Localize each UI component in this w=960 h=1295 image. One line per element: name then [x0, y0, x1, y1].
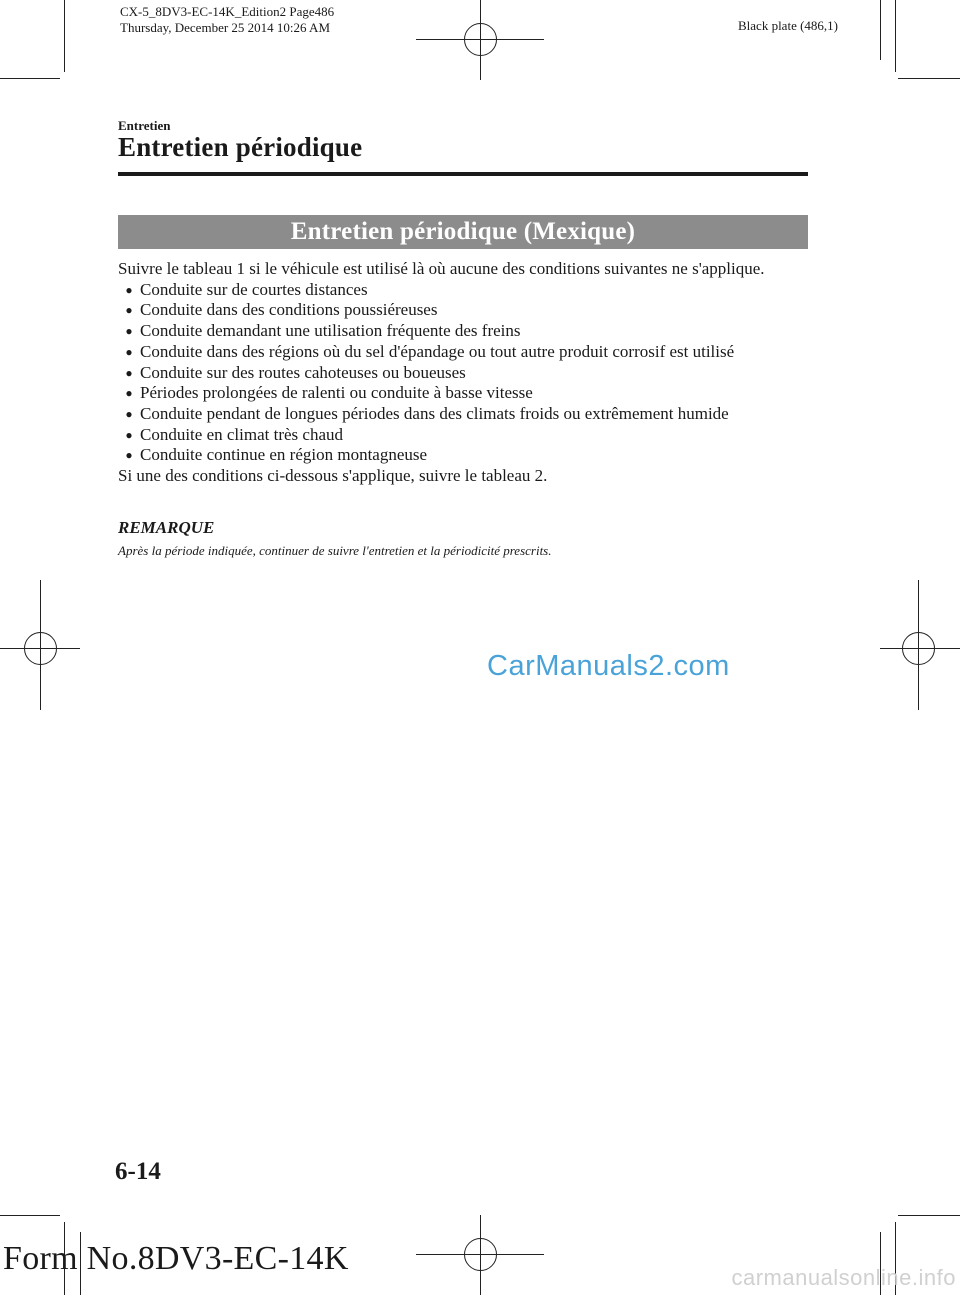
- list-item: [118, 404, 818, 425]
- list-item: [118, 321, 818, 342]
- list-item: [118, 363, 818, 384]
- list-item-text: Conduite continue en région montagneuse: [140, 445, 428, 465]
- list-item-text: Conduite demandant une utilisation fréquente des freins: [140, 321, 521, 341]
- section-label: Entretien: [118, 118, 171, 133]
- list-item-text: Conduite sur des routes cahoteuses ou boueuses: [140, 362, 466, 382]
- bullet-icon: ●: [125, 344, 133, 359]
- bullet-icon: ●: [125, 365, 133, 380]
- body-content: [118, 259, 818, 487]
- condition-list: [118, 280, 818, 466]
- chapter-title: Entretien périodique: [118, 132, 363, 162]
- list-item: [118, 425, 818, 446]
- list-item-text: Conduite dans des régions où du sel d'épandage ou tout autre produit corrosif est utilisé: [140, 341, 735, 361]
- page-number: 6-14: [115, 1158, 161, 1185]
- section-banner: [118, 215, 808, 249]
- list-item-text: Conduite sur de courtes distances: [140, 279, 368, 299]
- bullet-icon: ●: [125, 303, 133, 318]
- site-watermark: carmanualsonline.info: [731, 1265, 956, 1290]
- closing-paragraph: Si une des conditions ci-dessous s'applique, suivre le tableau 2.: [118, 466, 548, 486]
- list-item-text: Conduite pendant de longues périodes dans des climats froids ou extrêmement humide: [140, 403, 729, 423]
- list-item: [118, 445, 818, 466]
- date-info-line: Thursday, December 25 2014 10:26 AM: [120, 20, 331, 35]
- file-info-line: CX-5_8DV3-EC-14K_Edition2 Page486: [120, 4, 335, 19]
- bullet-icon: ●: [125, 324, 133, 339]
- bullet-icon: ●: [125, 427, 133, 442]
- list-item-text: Périodes prolongées de ralenti ou conduite à basse vitesse: [140, 383, 533, 403]
- form-number: Form No.8DV3-EC-14K: [3, 1240, 349, 1277]
- title-rule: [118, 172, 808, 176]
- banner-title: Entretien périodique (Mexique): [290, 218, 636, 245]
- bullet-icon: ●: [125, 406, 133, 421]
- intro-paragraph: Suivre le tableau 1 si le véhicule est utilisé là où aucune des conditions suivantes ne s'applique.: [118, 259, 765, 278]
- plate-label: Black plate (486,1): [738, 18, 838, 33]
- note-text: Après la période indiquée, continuer de suivre l'entretien et la périodicité prescrits.: [118, 543, 552, 558]
- watermark-logo: CarManuals2.com: [487, 650, 730, 682]
- bullet-icon: ●: [125, 386, 133, 401]
- note-label: REMARQUE: [118, 518, 215, 537]
- list-item-text: Conduite en climat très chaud: [140, 424, 343, 444]
- list-item-text: Conduite dans des conditions poussiéreuses: [140, 300, 438, 320]
- bullet-icon: ●: [125, 448, 133, 463]
- list-item: [118, 300, 818, 321]
- list-item: [118, 383, 818, 404]
- list-item: [118, 342, 818, 363]
- list-item: [118, 280, 818, 301]
- bullet-icon: ●: [125, 282, 133, 297]
